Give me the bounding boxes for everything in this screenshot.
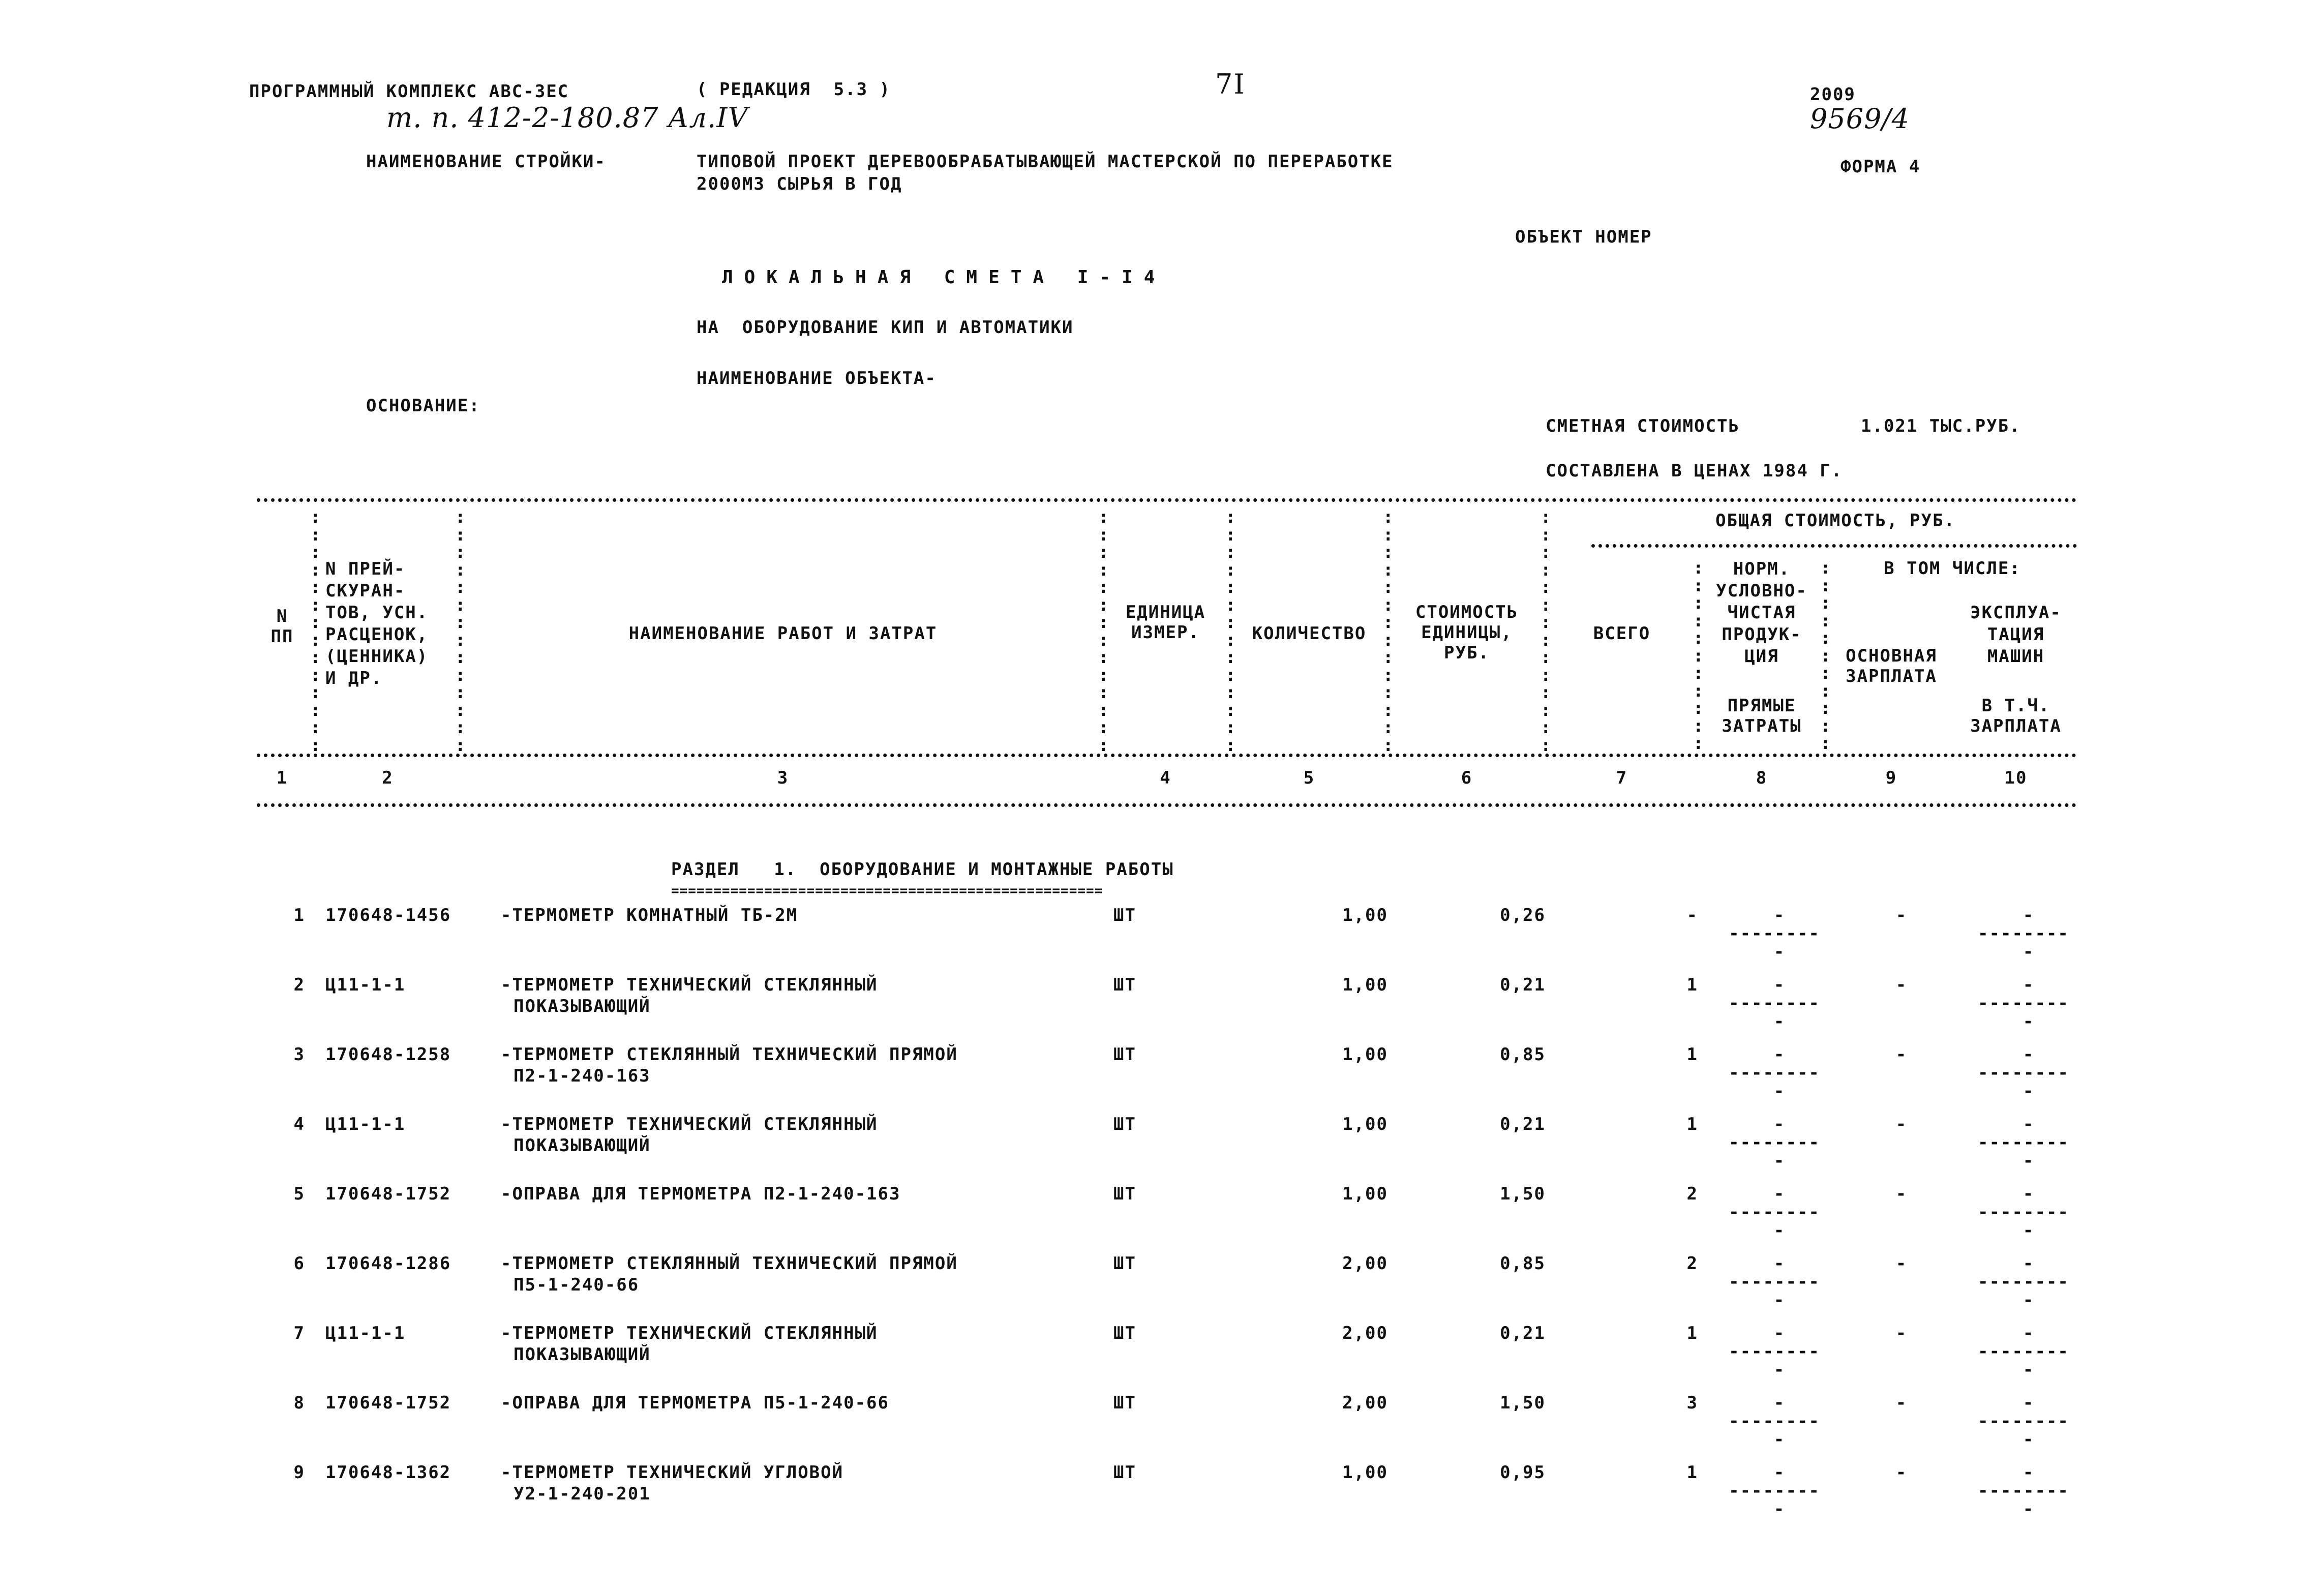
document-title: ЛОКАЛЬНАЯ СМЕТА I-I4 [722,267,1166,288]
build-name-line2: 2000М3 СЫРЬЯ В ГОД [697,174,902,194]
row-name-continued: П5-1-240-66 [514,1275,640,1295]
row-unit: ШТ [1113,1253,1136,1274]
row-unit-price: 1,50 [1500,1393,1546,1413]
row-code: 170648-1456 [325,905,451,925]
row-name: -ТЕРМОМЕТР ТЕХНИЧЕСКИЙ СТЕКЛЯННЫЙ [501,1323,878,1343]
row-number: 1 [293,905,305,925]
page-number: 7I [1215,68,1246,100]
row-col8-top: - [1773,1253,1786,1274]
row-total: 1 [1686,1114,1698,1134]
row-col8-bottom: - [1773,1360,1786,1380]
row-col10-bottom: - [2023,1220,2035,1241]
row-col8-divider: -------- [1729,1481,1820,1501]
row-col8-divider: -------- [1729,1132,1820,1153]
row-unit-price: 0,21 [1500,1323,1546,1343]
row-total: 2 [1686,1253,1698,1274]
row-col8-bottom: - [1773,1290,1786,1310]
row-col8-divider: -------- [1729,1202,1820,1222]
row-unit: ШТ [1113,1044,1136,1065]
row-total: 2 [1686,1184,1698,1204]
row-unit: ШТ [1113,1462,1136,1483]
document-number: 9569/4 [1810,103,1910,135]
row-col10-divider: -------- [1978,1202,2069,1222]
column-number: 1 [276,768,288,788]
header-col-10-top: ЭКСПЛУА- ТАЦИЯ МАШИН [1970,603,2062,667]
row-col10-bottom: - [2023,942,2035,962]
row-total: - [1686,905,1698,925]
row-col10-top: - [2023,1323,2035,1343]
row-quantity: 1,00 [1342,1114,1388,1134]
row-col8-bottom: - [1773,942,1786,962]
row-total: 1 [1686,1462,1698,1483]
row-quantity: 1,00 [1342,1462,1388,1483]
row-col9: - [1895,1462,1908,1483]
row-name-continued: ПОКАЗЫВАЮЩИЙ [514,996,651,1016]
row-col10-bottom: - [2023,1011,2035,1032]
estimated-cost-label: СМЕТНАЯ СТОИМОСТЬ [1546,416,1740,436]
row-col10-bottom: - [2023,1081,2035,1101]
row-name-continued: П2-1-240-163 [514,1066,651,1086]
row-number: 8 [293,1393,305,1413]
header-col-8-top: НОРМ. УСЛОВНО- ЧИСТАЯ ПРОДУК- ЦИЯ [1716,559,1807,667]
row-col10-top: - [2023,1253,2035,1274]
row-quantity: 2,00 [1342,1323,1388,1343]
column-number: 2 [382,768,394,788]
row-col10-divider: -------- [1978,923,2069,944]
column-number: 9 [1885,768,1897,788]
row-col10-divider: -------- [1978,1132,2069,1153]
year: 2009 [1810,84,1856,105]
row-col10-divider: -------- [1978,1272,2069,1292]
row-name: -ОПРАВА ДЛЯ ТЕРМОМЕТРА П5-1-240-66 [501,1393,889,1413]
column-number: 5 [1303,768,1315,788]
numbers-bottom-rule [257,803,2077,807]
row-quantity: 1,00 [1342,1044,1388,1065]
build-name-label: НАИМЕНОВАНИЕ СТРОЙКИ- [366,152,606,172]
project-code: т. п. 412-2-180.87 Ал.IV [386,102,748,134]
row-code: Ц11-1-1 [325,1323,406,1343]
header-col-6: СТОИМОСТЬ ЕДИНИЦЫ, РУБ. [1415,602,1519,663]
row-number: 7 [293,1323,305,1343]
row-name: -ТЕРМОМЕТР КОМНАТНЫЙ ТБ-2М [501,905,798,925]
row-col8-top: - [1773,1184,1786,1204]
row-col10-divider: -------- [1978,1481,2069,1501]
col-separator: : : : : : : : : : : : : : : [1098,507,1109,756]
edition: ( РЕДАКЦИЯ 5.3 ) [697,79,891,100]
row-col9: - [1895,905,1908,925]
row-col8-bottom: - [1773,1429,1786,1450]
object-name-label: НАИМЕНОВАНИЕ ОБЪЕКТА- [697,368,937,388]
row-col8-top: - [1773,975,1786,995]
header-col-3: НАИМЕНОВАНИЕ РАБОТ И ЗАТРАТ [628,623,938,644]
row-number: 6 [293,1253,305,1274]
row-col10-divider: -------- [1978,1063,2069,1083]
row-col8-divider: -------- [1729,1063,1820,1083]
row-col8-divider: -------- [1729,993,1820,1013]
row-col10-top: - [2023,1114,2035,1134]
row-col10-divider: -------- [1978,993,2069,1013]
object-number-label: ОБЪЕКТ НОМЕР [1515,227,1652,247]
row-col10-top: - [2023,1044,2035,1065]
section-underline: =================================================== [671,883,1103,898]
row-unit: ШТ [1113,975,1136,995]
col-separator: : : : : : : : : : : : : : : [1383,507,1394,756]
row-col8-divider: -------- [1729,923,1820,944]
row-col9: - [1895,1323,1908,1343]
row-name-continued: У2-1-240-201 [514,1484,651,1504]
row-unit: ШТ [1113,1184,1136,1204]
row-name: -ТЕРМОМЕТР ТЕХНИЧЕСКИЙ СТЕКЛЯННЫЙ [501,975,878,995]
header-col-10-bottom: В Т.Ч. ЗАРПЛАТА [1970,696,2062,736]
row-col8-top: - [1773,905,1786,925]
row-code: 170648-1258 [325,1044,451,1065]
row-col8-bottom: - [1773,1011,1786,1032]
col-separator: : : : : : : : : : : : : : : [1541,507,1551,756]
column-number: 3 [777,768,789,788]
header-including: В ТОМ ЧИСЛЕ: [1884,558,2021,579]
row-number: 4 [293,1114,305,1134]
form-label: ФОРМА 4 [1840,157,1921,177]
row-name: -ТЕРМОМЕТР ТЕХНИЧЕСКИЙ СТЕКЛЯННЫЙ [501,1114,878,1134]
section-title: РАЗДЕЛ 1. ОБОРУДОВАНИЕ И МОНТАЖНЫЕ РАБОТЫ [671,859,1174,880]
prices-note: СОСТАВЛЕНА В ЦЕНАХ 1984 Г. [1546,461,1843,481]
row-code: Ц11-1-1 [325,975,406,995]
row-col9: - [1895,1253,1908,1274]
row-unit-price: 0,21 [1500,1114,1546,1134]
row-unit: ШТ [1113,905,1136,925]
header-top-rule [257,498,2077,502]
row-unit-price: 0,26 [1500,905,1546,925]
col-separator: : : : : : : : : : : : : : : [1225,507,1236,756]
header-col-2: N ПРЕЙ- СКУРАН- ТОВ, УСН. РАСЦЕНОК, (ЦЕННИКА) И ДР. [325,559,429,688]
header-bottom-rule [257,754,2077,757]
row-col8-bottom: - [1773,1499,1786,1519]
column-number: 4 [1160,768,1171,788]
row-col9: - [1895,975,1908,995]
row-code: 170648-1362 [325,1462,451,1483]
col-separator: : : : : : : : : : : : [1693,558,1704,754]
row-col8-divider: -------- [1729,1411,1820,1431]
column-number: 6 [1461,768,1473,788]
row-col10-bottom: - [2023,1151,2035,1171]
header-col-8-bottom: ПРЯМЫЕ ЗАТРАТЫ [1722,696,1802,736]
row-code: Ц11-1-1 [325,1114,406,1134]
row-col10-top: - [2023,1184,2035,1204]
header-col-4: ЕДИНИЦА ИЗМЕР. [1125,602,1206,643]
row-unit-price: 1,50 [1500,1184,1546,1204]
row-col8-bottom: - [1773,1220,1786,1241]
col-separator: : : : : : : : : : : : : : : [310,507,321,756]
row-quantity: 2,00 [1342,1393,1388,1413]
row-col10-top: - [2023,1393,2035,1413]
header-total-group: ОБЩАЯ СТОИМОСТЬ, РУБ. [1715,511,1955,531]
row-total: 1 [1686,1323,1698,1343]
row-unit-price: 0,85 [1500,1044,1546,1065]
row-name: -ТЕРМОМЕТР ТЕХНИЧЕСКИЙ УГЛОВОЙ [501,1462,844,1483]
row-col9: - [1895,1114,1908,1134]
row-number: 2 [293,975,305,995]
row-col8-divider: -------- [1729,1272,1820,1292]
row-name-continued: ПОКАЗЫВАЮЩИЙ [514,1135,651,1156]
column-number: 8 [1756,768,1768,788]
row-unit: ШТ [1113,1114,1136,1134]
row-total: 1 [1686,975,1698,995]
row-number: 5 [293,1184,305,1204]
row-name-continued: ПОКАЗЫВАЮЩИЙ [514,1344,651,1365]
row-name: -ТЕРМОМЕТР СТЕКЛЯННЫЙ ТЕХНИЧЕСКИЙ ПРЯМОЙ [501,1044,958,1065]
header-col-5: КОЛИЧЕСТВО [1252,623,1367,644]
row-col8-top: - [1773,1462,1786,1483]
row-col9: - [1895,1184,1908,1204]
basis-label: ОСНОВАНИЕ: [366,396,480,416]
total-group-rule [1591,544,2077,548]
row-unit-price: 0,95 [1500,1462,1546,1483]
row-col10-divider: -------- [1978,1411,2069,1431]
col-separator: : : : : : : : : : : : : : : [455,507,466,756]
program-name: ПРОГРАММНЫЙ КОМПЛЕКС АВС-ЗЕС [249,81,569,102]
row-col8-top: - [1773,1044,1786,1065]
row-name: -ТЕРМОМЕТР СТЕКЛЯННЫЙ ТЕХНИЧЕСКИЙ ПРЯМОЙ [501,1253,958,1274]
row-total: 3 [1686,1393,1698,1413]
row-col8-top: - [1773,1393,1786,1413]
header-col-9: ОСНОВНАЯ ЗАРПЛАТА [1846,646,1937,686]
row-code: 170648-1752 [325,1184,451,1204]
row-col10-bottom: - [2023,1290,2035,1310]
row-code: 170648-1752 [325,1393,451,1413]
row-col8-bottom: - [1773,1081,1786,1101]
row-col10-top: - [2023,975,2035,995]
row-unit-price: 0,21 [1500,975,1546,995]
row-quantity: 2,00 [1342,1253,1388,1274]
row-col9: - [1895,1044,1908,1065]
document-subtitle: НА ОБОРУДОВАНИЕ КИП И АВТОМАТИКИ [697,317,1074,338]
row-col10-top: - [2023,1462,2035,1483]
row-number: 3 [293,1044,305,1065]
row-col8-bottom: - [1773,1151,1786,1171]
row-col10-bottom: - [2023,1360,2035,1380]
row-col10-bottom: - [2023,1499,2035,1519]
column-number: 7 [1616,768,1628,788]
row-col8-divider: -------- [1729,1341,1820,1362]
row-col8-top: - [1773,1323,1786,1343]
row-quantity: 1,00 [1342,975,1388,995]
column-number: 10 [2004,768,2028,788]
row-unit: ШТ [1113,1323,1136,1343]
row-name: -ОПРАВА ДЛЯ ТЕРМОМЕТРА П2-1-240-163 [501,1184,901,1204]
row-unit-price: 0,85 [1500,1253,1546,1274]
row-col10-top: - [2023,905,2035,925]
header-col-1: N ПП [270,606,294,647]
row-col9: - [1895,1393,1908,1413]
row-unit: ШТ [1113,1393,1136,1413]
row-quantity: 1,00 [1342,905,1388,925]
row-number: 9 [293,1462,305,1483]
col-separator: : : : : : : : : : : : [1820,558,1831,754]
row-col10-bottom: - [2023,1429,2035,1450]
row-code: 170648-1286 [325,1253,451,1274]
build-name-line1: ТИПОВОЙ ПРОЕКТ ДЕРЕВООБРАБАТЫВАЮЩЕЙ МАСТЕРСКОЙ ПО ПЕРЕРАБОТКЕ [697,152,1394,172]
row-total: 1 [1686,1044,1698,1065]
row-col8-top: - [1773,1114,1786,1134]
header-col-7: ВСЕГО [1593,623,1651,644]
row-quantity: 1,00 [1342,1184,1388,1204]
estimated-cost-value: 1.021 ТЫС.РУБ. [1861,416,2021,436]
row-col10-divider: -------- [1978,1341,2069,1362]
